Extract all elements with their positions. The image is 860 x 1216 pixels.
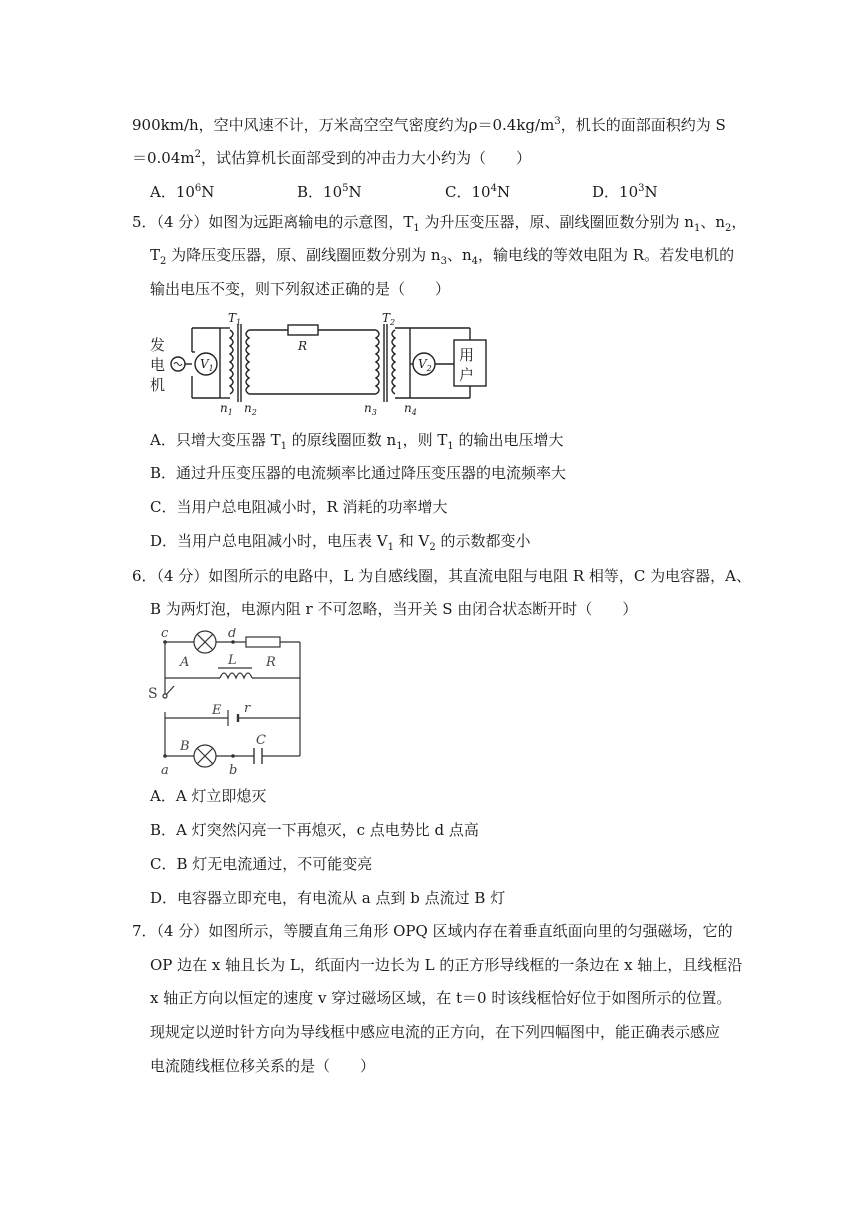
internal-r-label: r [244,701,251,716]
lamp-b-label: B [180,739,190,754]
point-b-label: b [229,763,238,776]
n3-label: $n_3$ [364,401,377,417]
q7-stem-line-5: 电流随线框位移关系的是（ ） [150,1057,376,1075]
point-a-label: a [161,763,169,776]
q6-stem-line-1: 6．（4 分）如图所示的电路中，L 为自感线圈，其直流电阻与电阻 R 相等，C 为电容器，A、 [132,567,751,585]
capacitor-c-label: C [256,733,266,748]
q4-option-a: A．$10^6N$ [150,183,215,201]
point-d-label: d [228,628,237,641]
q5-stem-line-1: 5．（4 分）如图为远距离输电的示意图，$T_1$ 为升压变压器，原、副线圈匝数分别为 $n_1$、$n_2$， [132,213,747,234]
v1-label: $V_1$ [200,357,214,373]
v2-label: $V_2$ [418,357,432,373]
n2-label: $n_2$ [244,401,257,417]
q7-stem-line-2: OP 边在 x 轴且长为 L，纸面内一边长为 L 的正方形导线框的一条边在 x 轴上，且线框沿 [150,956,743,974]
n1-label: $n_1$ [220,401,233,417]
resistor-r-label: R [298,339,308,353]
q4-option-d: D．$10^3N$ [592,183,658,201]
q6-circuit-diagram [148,628,308,776]
q4-option-c: C．$10^4N$ [445,183,511,201]
q6-stem-line-2: B 为两灯泡，电源内阻 r 不可忽略，当开关 S 由闭合状态断开时（ ） [150,600,638,618]
generator-label-2: 电 [150,356,166,374]
resistor-r-label: R [266,655,276,670]
q5-option-b: B．通过升压变压器的电流频率比通过降压变压器的电流频率大 [150,464,567,482]
source-e-label: E [212,703,222,718]
q5-transmission-diagram [148,310,498,418]
n4-label: $n_4$ [404,401,417,417]
q6-option-c: C．B 灯无电流通过，不可能变亮 [150,855,373,873]
switch-s-label: S [148,686,158,702]
q6-option-b: B．A 灯突然闪亮一下再熄灭，c 点电势比 d 点高 [150,821,479,839]
user-label-1: 用 [459,346,475,364]
t2-label: $T_2$ [382,311,396,327]
q5-stem-line-2: $T_2$ 为降压变压器，原、副线圈匝数分别为 $n_3$、$n_4$，输电线的等效电阻为 R。若发电机的 [150,246,735,267]
q7-stem-line-4: 现规定以逆时针方向为导线框中感应电流的正方向，在下列四幅图中，能正确表示感应 [150,1023,721,1041]
user-label-2: 户 [459,366,475,384]
point-c-label: c [161,628,169,641]
q5-option-d: D．当用户总电阻减小时，电压表 $V_1$ 和 $V_2$ 的示数都变小 [150,532,531,553]
q5-option-a: A．只增大变压器 $T_1$ 的原线圈匝数 $n_1$，则 $T_1$ 的输出电压增大 [150,431,564,452]
q5-option-c: C．当用户总电阻减小时，R 消耗的功率增大 [150,498,448,516]
q5-stem-line-3: 输出电压不变，则下列叙述正确的是（ ） [150,280,451,298]
lamp-a-label: A [180,655,190,670]
q7-stem-line-3: x 轴正方向以恒定的速度 v 穿过磁场区域，在 t＝0 时该线框恰好位于如图所示的位置。 [150,989,732,1007]
q7-stem-line-1: 7．（4 分）如图所示，等腰直角三角形 OPQ 区域内存在着垂直纸面向里的匀强磁场，它的 [132,922,733,940]
q4-text-line-2: $=0.04m^2$，试估算机长面部受到的冲击力大小约为（ ） [132,149,532,167]
q4-text-line-1: 900km/h，空中风速不计，万米高空空气密度约为$\rho=0.4kg/m^3$，机长的面部面积约为 S [132,116,726,134]
inductor-l-label: L [228,653,237,668]
q4-option-b: B．$10^5N$ [297,183,362,201]
generator-label-1: 发 [150,336,166,354]
t1-label: $T_1$ [228,311,242,327]
generator-label-3: 机 [150,376,166,394]
q6-option-d: D．电容器立即充电，有电流从 a 点到 b 点流过 B 灯 [150,889,506,907]
q6-option-a: A．A 灯立即熄灭 [150,787,267,805]
